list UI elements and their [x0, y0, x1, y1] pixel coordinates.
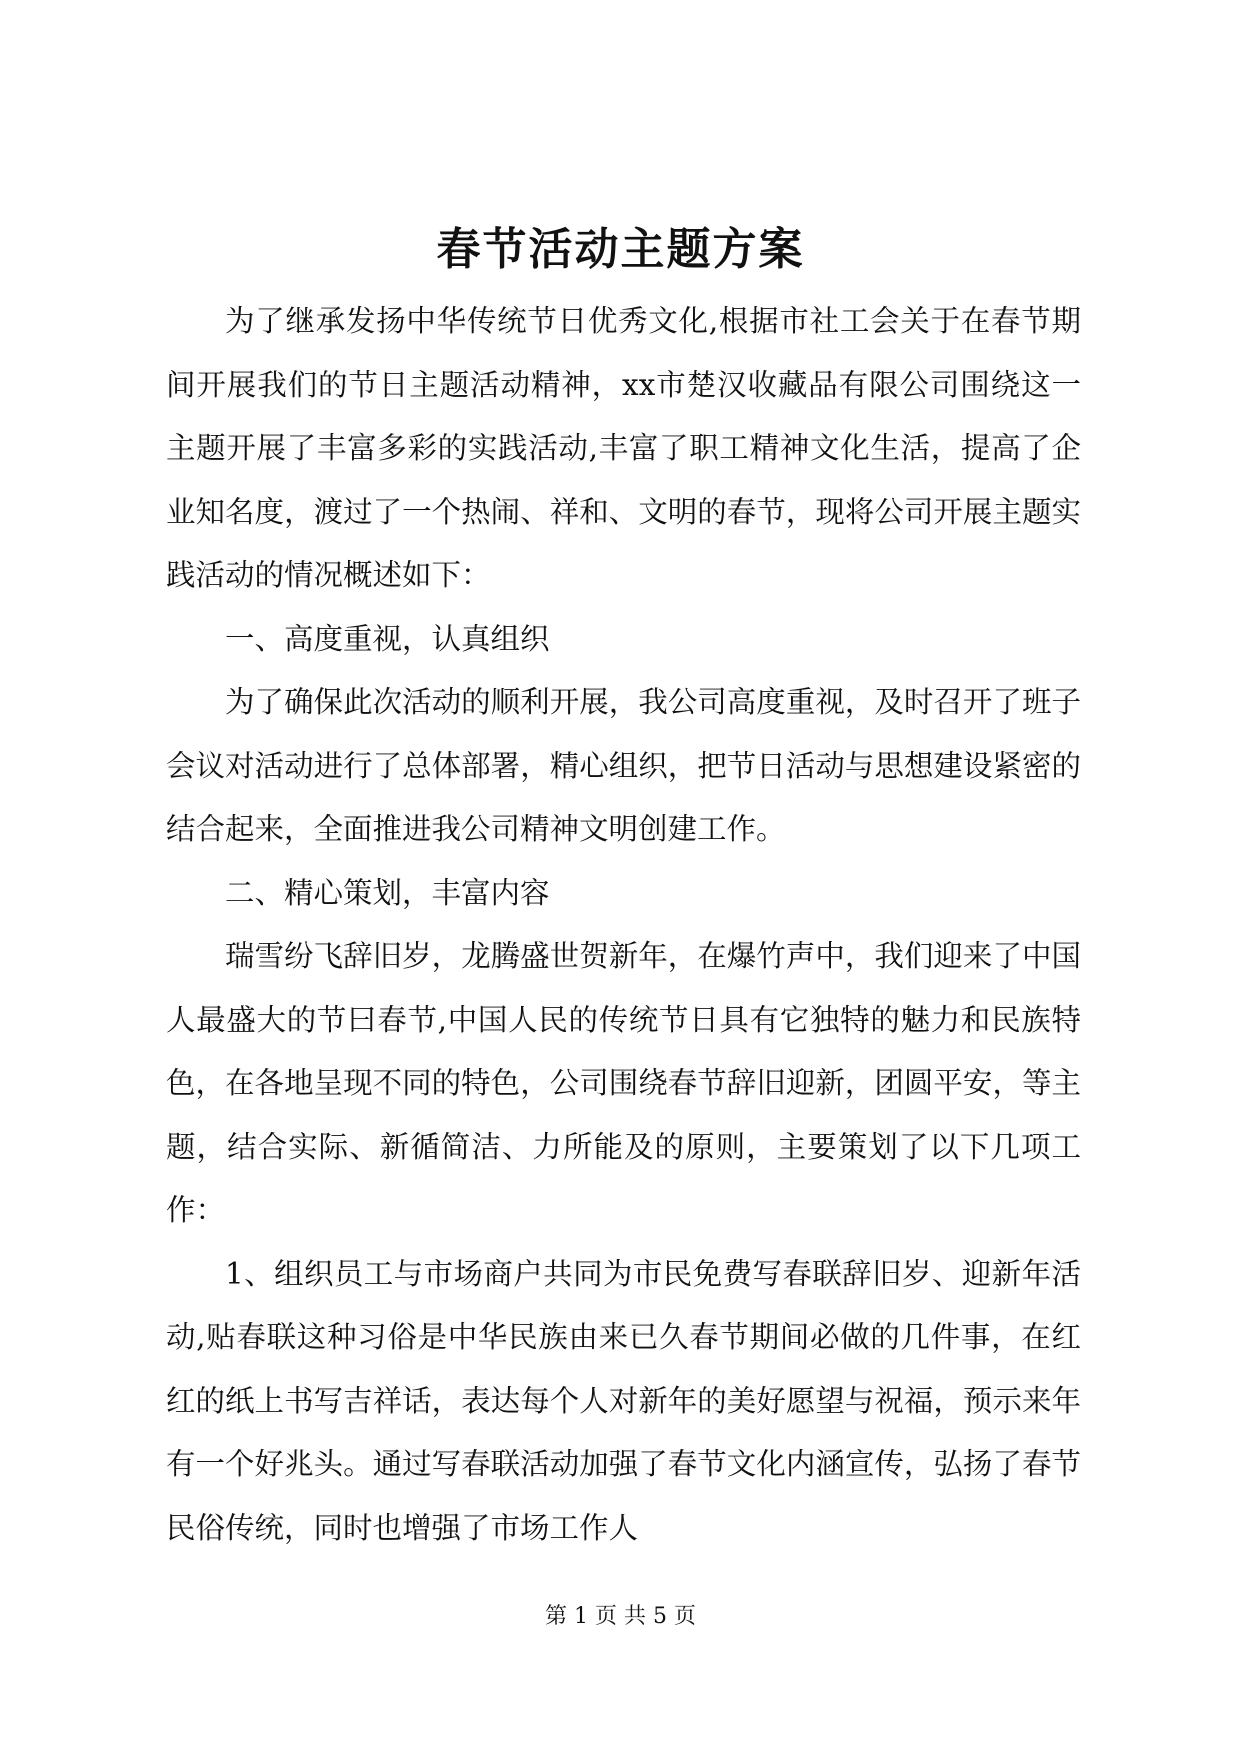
paragraph-intro: 为了继承发扬中华传统节日优秀文化,根据市社工会关于在春节期间开展我们的节日主题活动精神，xx市楚汉收藏品有限公司围绕这一主题开展了丰富多彩的实践活动,丰富了职工精神文化生活，提高了企业知名度，渡过了一个热闹、祥和、文明的春节，现将公司开展主题实践活动的情况概述如下：	[166, 304, 1081, 592]
paragraph-section-2: 瑞雪纷飞辞旧岁，龙腾盛世贺新年，在爆竹声中，我们迎来了中国人最盛大的节曰春节,中国人民的传统节日具有它独特的魅力和民族特色，在各地呈现不同的特色，公司围绕春节辞旧迎新，团圆平安，等主题，结合实际、新循简洁、力所能及的原则，主要策划了以下几项工作：	[166, 939, 1081, 1227]
section-heading-1: 一、高度重视，认真组织	[225, 621, 550, 656]
page-footer: 第 1 页 共 5 页	[545, 1604, 696, 1629]
document-body	[166, 290, 1081, 1560]
paragraph-section-1: 为了确保此次活动的顺利开展，我公司高度重视，及时召开了班子会议对活动进行了总体部署，精心组织，把节日活动与思想建设紧密的结合起来，全面推进我公司精神文明创建工作。	[166, 685, 1081, 846]
document-title: 春节活动主题方案	[436, 224, 805, 275]
paragraph-item-1: 1、组织员工与市场商户共同为市民免费写春联辞旧岁、迎新年活动,贴春联这种习俗是中华民族由来已久春节期间必做的几件事，在红红的纸上书写吉祥话，表达每个人对新年的美好愿望与祝福，预示来年有一个好兆头。通过写春联活动加强了春节文化内涵宣传，弘扬了春节民俗传统，同时也增强了市场工作人	[166, 1256, 1081, 1545]
section-heading-2: 二、精心策划，丰富内容	[225, 875, 550, 910]
